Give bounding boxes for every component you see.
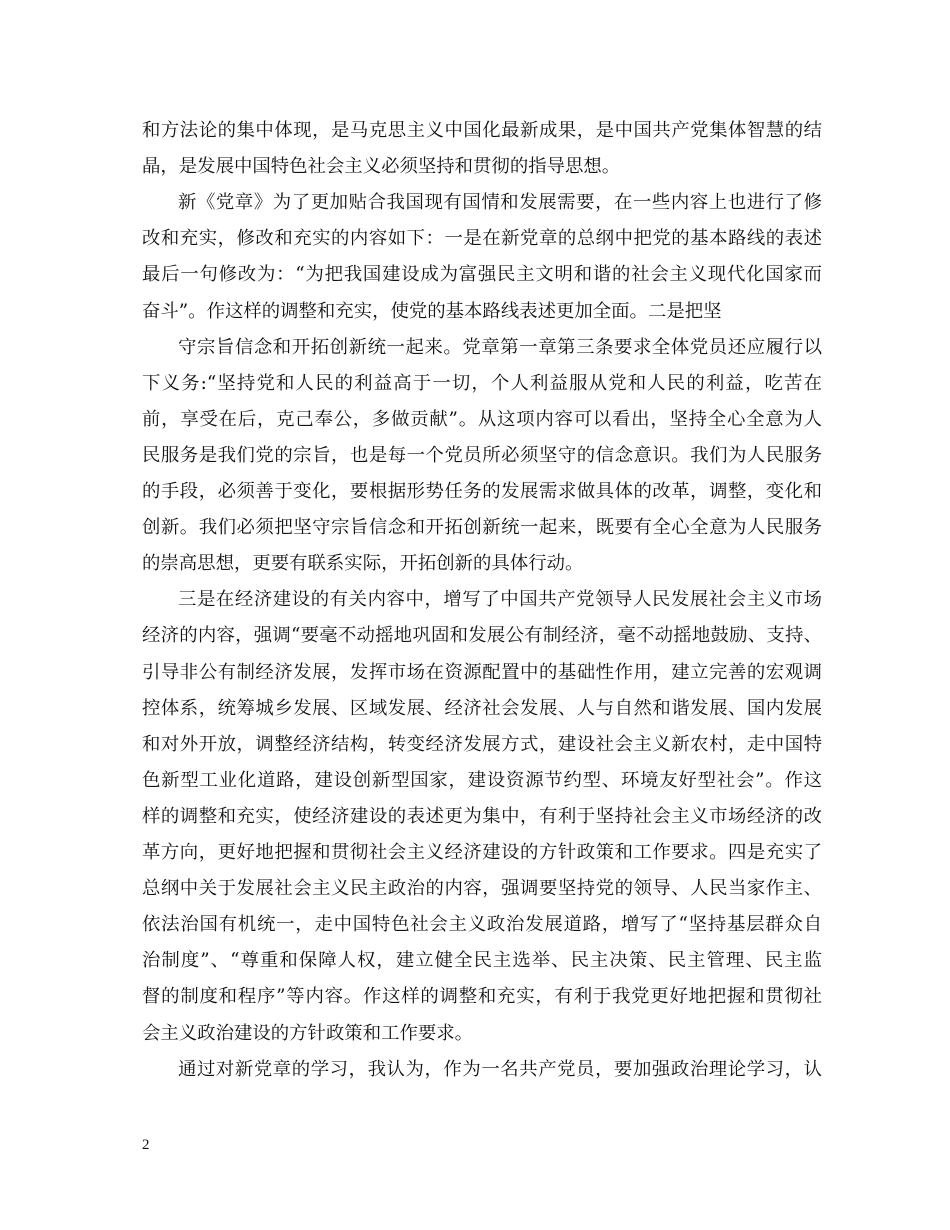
page-number: 2 bbox=[142, 1137, 150, 1153]
text-line: 三是在经济建设的有关内容中，增写了中国共产党领导人民发展社会主义市场 bbox=[178, 589, 822, 611]
text-line: 总纲中关于发展社会主义民主政治的内容，强调要坚持党的领导、人民当家作主、 bbox=[142, 878, 822, 900]
text-line: 革方向，更好地把握和贯彻社会主义经济建设的方针政策和工作要求。四是充实了 bbox=[142, 842, 822, 863]
text-line: 民服务是我们党的宗旨，也是每一个党员所必须坚守的信念意识。我们为人民服务 bbox=[142, 444, 822, 466]
text-line: 经济的内容，强调“要毫不动摇地巩固和发展公有制经济，毫不动摇地鼓励、支持、 bbox=[142, 625, 822, 647]
text-line: 样的调整和充实，使经济建设的表述更为集中，有利于坚持社会主义市场经济的改 bbox=[142, 805, 822, 827]
text-line: 改和充实，修改和充实的内容如下：一是在新党章的总纲中把党的基本路线的表述 bbox=[142, 228, 822, 250]
text-line: 督的制度和程序”等内容。作这样的调整和充实，有利于我党更好地把握和贯彻社 bbox=[142, 986, 822, 1008]
text-line: 引导非公有制经济发展，发挥市场在资源配置中的基础性作用，建立完善的宏观调 bbox=[142, 661, 822, 683]
text-line: 守宗旨信念和开拓创新统一起来。党章第一章第三条要求全体党员还应履行以 bbox=[178, 336, 822, 358]
text-line: 奋斗”。作这样的调整和充实，使党的基本路线表述更加全面。二是把坚 bbox=[142, 300, 722, 322]
text-line: 前，享受在后，克己奉公，多做贡献”。从这项内容可以看出，坚持全心全意为人 bbox=[142, 408, 822, 430]
text-line: 和对外开放，调整经济结构，转变经济发展方式，建设社会主义新农村，走中国特 bbox=[142, 733, 822, 755]
text-line: 会主义政治建设的方针政策和工作要求。 bbox=[142, 1022, 474, 1044]
text-line: 晶，是发展中国特色社会主义必须坚持和贯彻的指导思想。 bbox=[142, 156, 621, 178]
text-line: 治制度”、“尊重和保障人权，建立健全民主选举、民主决策、民主管理、民主监 bbox=[142, 950, 822, 972]
text-line: 色新型工业化道路，建设创新型国家，建设资源节约型、环境友好型社会”。作这 bbox=[142, 769, 822, 791]
text-line: 通过对新党章的学习，我认为，作为一名共产党员，要加强政治理论学习，认 bbox=[178, 1058, 822, 1080]
text-line: 最后一句修改为：“为把我国建设成为富强民主文明和谐的社会主义现代化国家而 bbox=[142, 264, 822, 286]
text-line: 创新。我们必须把坚守宗旨信念和开拓创新统一起来，既要有全心全意为人民服务 bbox=[142, 517, 822, 539]
text-line: 新《党章》为了更加贴合我国现有国情和发展需要，在一些内容上也进行了修 bbox=[178, 192, 822, 214]
text-line: 下义务:“坚持党和人民的利益高于一切，个人利益服从党和人民的利益，吃苦在 bbox=[142, 372, 822, 394]
text-line: 的手段，必须善于变化，要根据形势任务的发展需求做具体的改革，调整，变化和 bbox=[142, 481, 822, 502]
text-line: 的崇高思想，更要有联系实际，开拓创新的具体行动。 bbox=[142, 553, 584, 575]
text-line: 和方法论的集中体现，是马克思主义中国化最新成果，是中国共产党集体智慧的结 bbox=[142, 120, 822, 141]
text-line: 控体系，统筹城乡发展、区域发展、经济社会发展、人与自然和谐发展、国内发展 bbox=[142, 697, 822, 719]
text-line: 依法治国有机统一，走中国特色社会主义政治发展道路，增写了“坚持基层群众自 bbox=[142, 914, 822, 936]
